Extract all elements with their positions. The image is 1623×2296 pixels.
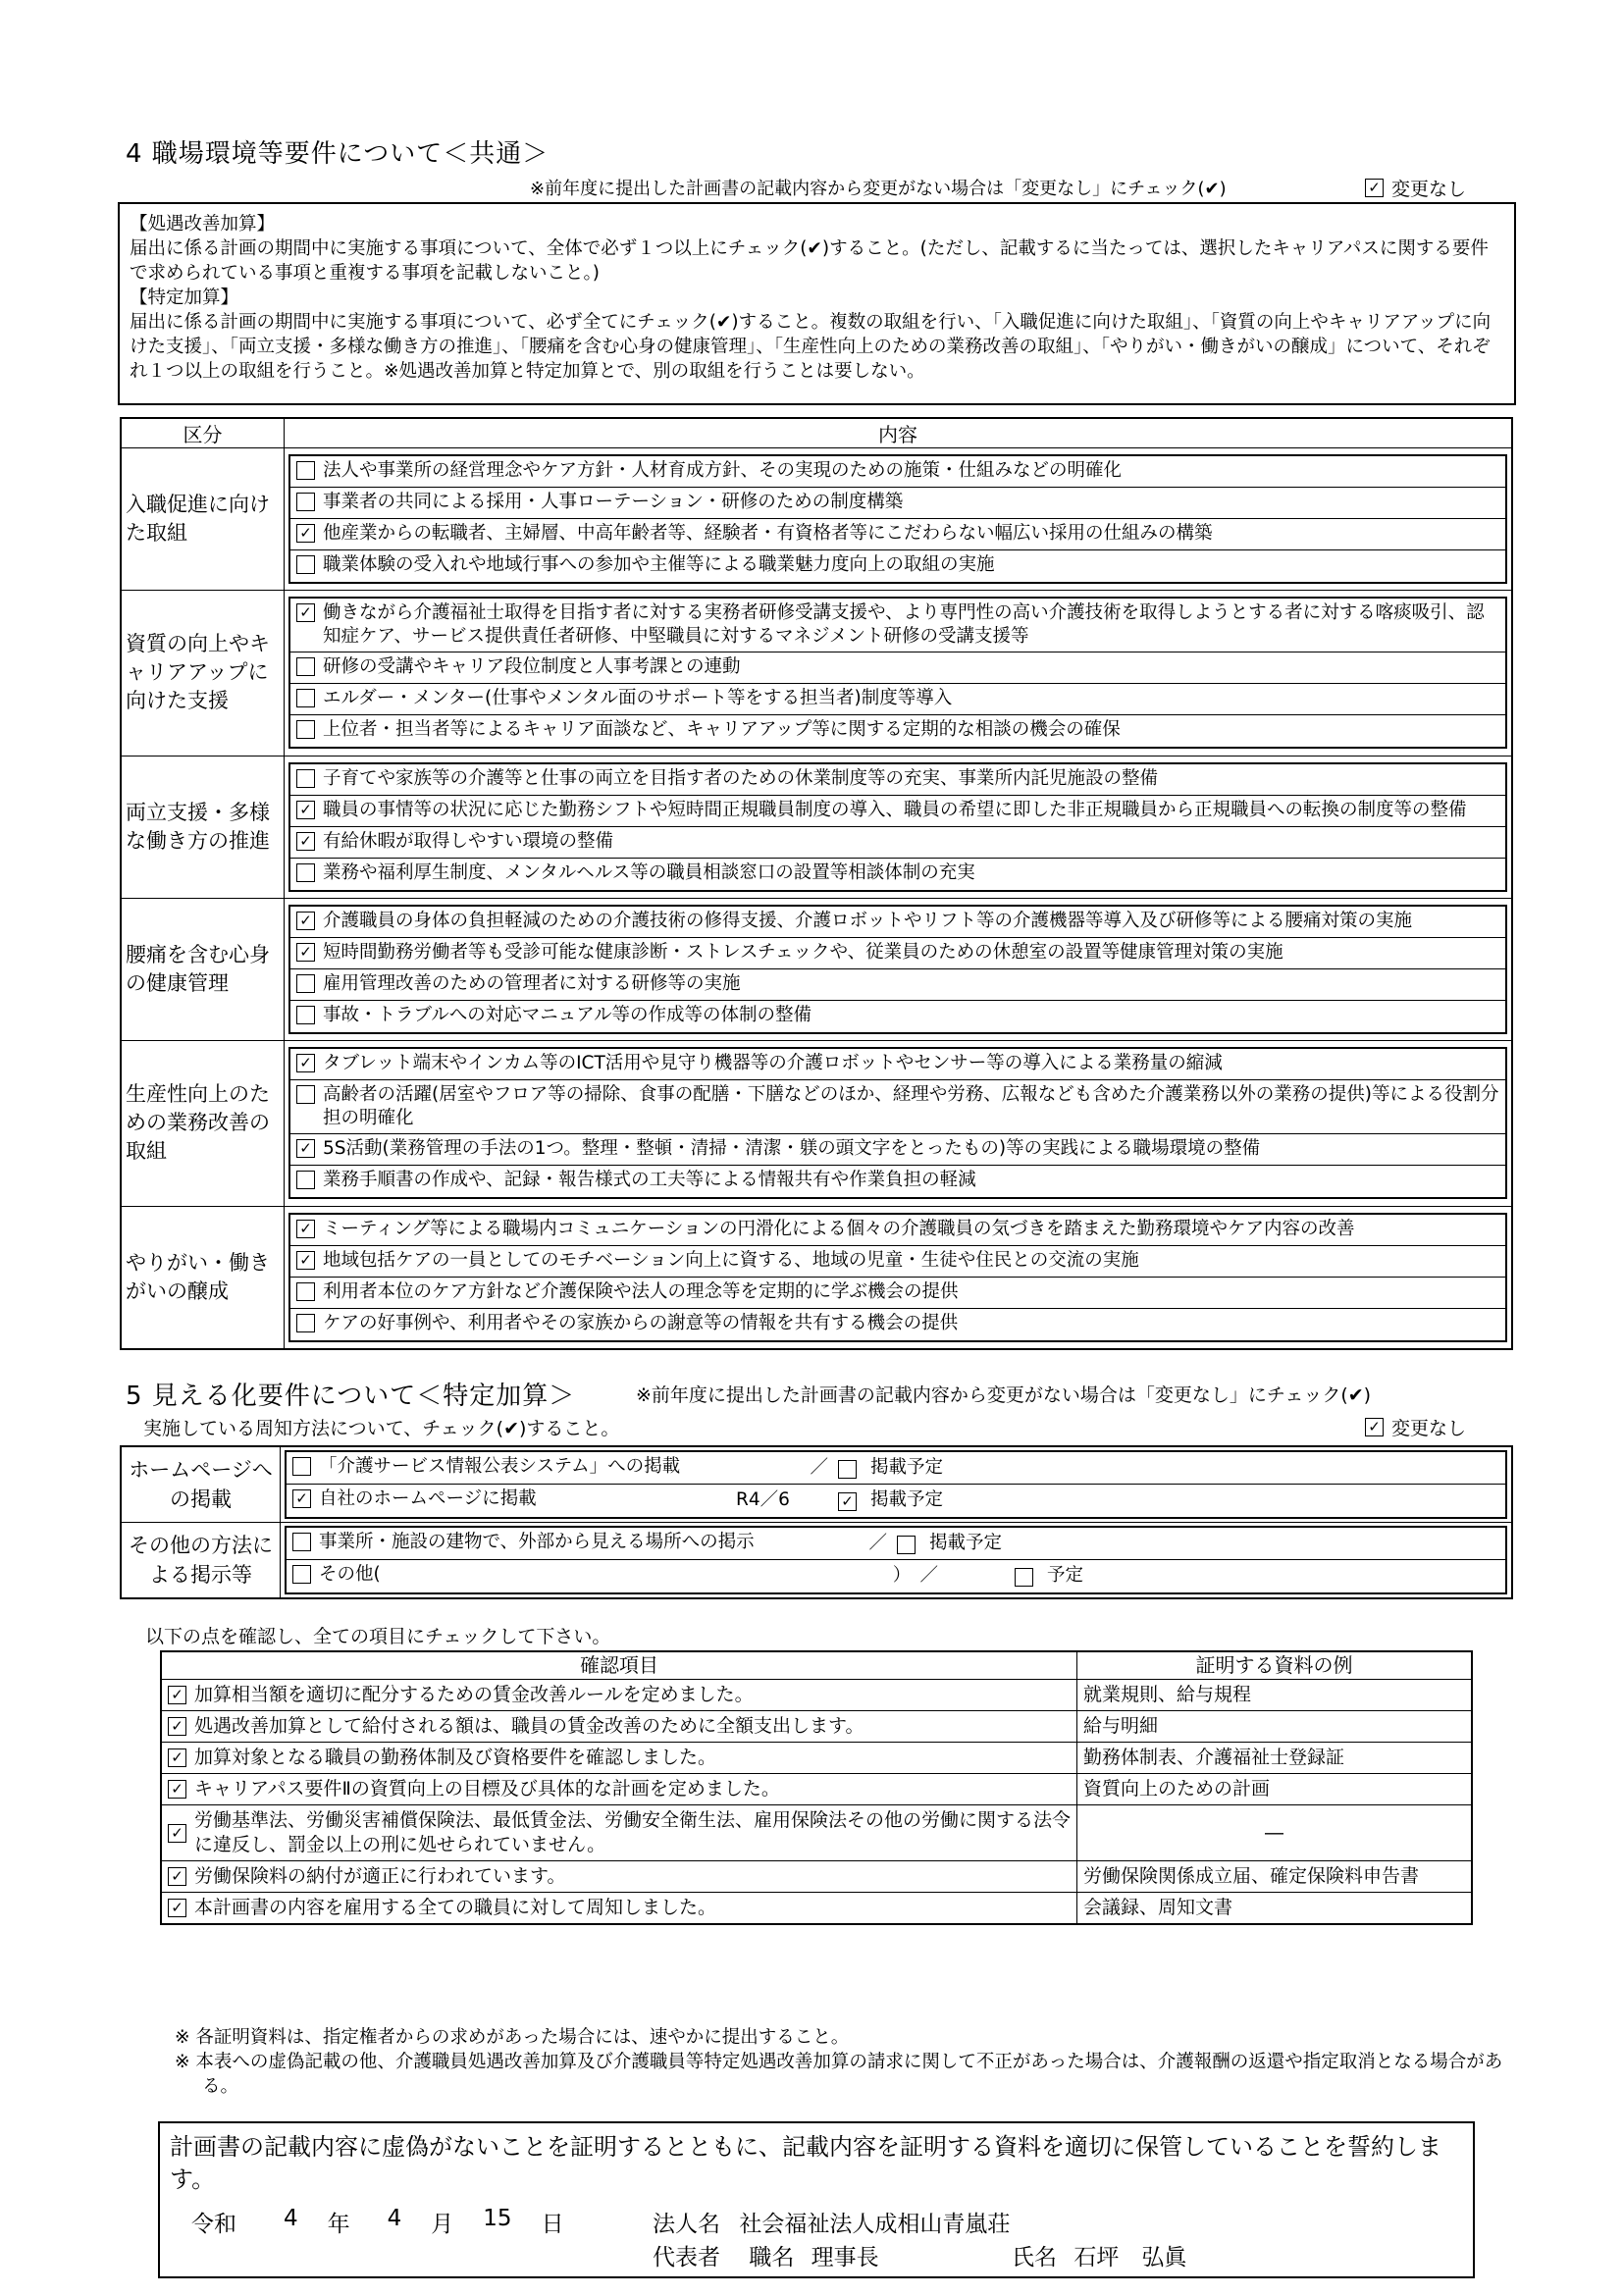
other-category: その他の方法による掲示等 [121, 1523, 281, 1599]
visibility-item[interactable] [287, 1560, 1505, 1592]
plan-label: 掲載予定 [870, 1457, 944, 1478]
slash-separator: ） ／ [892, 1565, 938, 1586]
proof-doc: 会議録、周知文書 [1077, 1893, 1473, 1925]
category-label: 資質の向上やキャリアアップに向けた支援 [121, 590, 285, 756]
visibility-checkbox[interactable] [292, 1533, 311, 1551]
visibility-text: 「介護サービス情報公表システム」への掲載 [319, 1456, 681, 1477]
category-row [121, 898, 1512, 1040]
item-checkbox[interactable] [296, 657, 315, 676]
category-label: 腰痛を含む心身の健康管理 [121, 898, 285, 1040]
item-text: 法人や事業所の経営理念やケア方針・人材育成方針、その実現のための施策・仕組みなどの明確化 [323, 459, 1123, 481]
oath-era: 令和 [191, 2212, 236, 2237]
oath-text: 計画書の記載内容に虚偽がないことを証明するとともに、記載内容を証明する資料を適切に保管していることを誓約します。 [170, 2133, 1441, 2193]
sec5-no-change-label: 変更なし [1391, 1418, 1467, 1439]
confirm-notes [175, 2025, 1509, 2099]
item-checkbox[interactable] [296, 863, 315, 882]
visibility-checkbox[interactable] [292, 1565, 311, 1584]
oath-day-unit: 日 [541, 2212, 564, 2237]
visibility-text: 事業所・施設の建物で、外部から見える場所への掲示 [319, 1532, 755, 1552]
proof-doc: 給与明細 [1077, 1711, 1473, 1743]
item-checkbox[interactable] [296, 1314, 315, 1332]
workplace-requirements-table [120, 417, 1513, 1350]
section4-title: 4 職場環境等要件について＜共通＞ [126, 139, 550, 169]
requirement-item[interactable] [290, 969, 1505, 1001]
item-text: 子育てや家族等の介護等と仕事の両立を目指す者のための休業制度等の充実、事業所内託児施設の整備 [323, 767, 1159, 789]
category-row [121, 1206, 1512, 1349]
requirement-item[interactable] [290, 1215, 1505, 1246]
col-proof-doc: 証明する資料の例 [1077, 1651, 1473, 1680]
category-items [288, 1213, 1507, 1342]
instr-text-1: 届出に係る計画の期間中に実施する事項について、全体で必ず１つ以上にチェック(✔)すること。(ただし、記載するに当たっては、選択したキャリアパスに関する要件で求められている事項と重複する事項を記載しないこと。) [130, 238, 1489, 284]
category-row [121, 756, 1512, 898]
requirement-item[interactable] [290, 519, 1505, 550]
item-text: 介護職員の身体の負担軽減のための介護技術の修得支援、介護ロボットやリフト等の介護機器等導入及び研修等による腰痛対策の実施 [323, 910, 1413, 931]
plan-option[interactable] [1013, 1564, 1083, 1588]
requirement-item[interactable] [290, 456, 1505, 488]
oath-name-value: 石坪 弘眞 [1073, 2245, 1187, 2270]
confirm-row [161, 1711, 1472, 1743]
item-text: 高齢者の活躍(居室やフロア等の掃除、食事の配膳・下膳などのほか、経理や労務、広報なども含めた介護業務以外の業務の提供)等による役割分担の明確化 [323, 1084, 1499, 1129]
oath-year: 4 [284, 2206, 298, 2231]
item-checkbox[interactable] [296, 769, 315, 788]
section5-subtitle: 実施している周知方法について、チェック(✔)すること。 [143, 1418, 620, 1439]
category-items [288, 1047, 1507, 1199]
requirement-item[interactable] [290, 550, 1505, 582]
category-label: やりがい・働きがいの醸成 [121, 1206, 285, 1349]
visibility-item[interactable] [287, 1528, 1505, 1560]
item-text: 事故・トラブルへの対応マニュアル等の作成等の体制の整備 [323, 1004, 812, 1025]
visibility-item[interactable] [287, 1485, 1505, 1517]
oath-box [158, 2121, 1475, 2278]
category-label: 入職促進に向けた取組 [121, 448, 285, 591]
oath-representative [653, 2239, 879, 2271]
item-text: 事業者の共同による採用・人事ローテーション・研修のための制度構築 [323, 491, 904, 512]
plan-label: 掲載予定 [929, 1533, 1003, 1553]
confirm-checkbox[interactable]: ✓ [168, 1748, 186, 1767]
item-text: 5S活動(業務管理の手法の1つ。整理・整頓・清掃・清潔・躾の頭文字をとったもの)等の実践による職場環境の整備 [323, 1138, 1261, 1160]
requirement-item[interactable] [290, 715, 1505, 747]
confirm-text: 処遇改善加算として給付される額は、職員の賃金改善のために全額支出します。 [194, 1715, 864, 1737]
category-row [121, 590, 1512, 756]
item-text: 働きながら介護福祉士取得を目指す者に対する実務者研修受講支援や、より専門性の高い介護技術を取得しようとする者に対する喀痰吸引、認知症ケア、サービス提供責任者研修、中堅職員に対するマネジメント研修の受講支援等 [323, 602, 1485, 648]
oath-name [1012, 2239, 1186, 2271]
item-text: 雇用管理改善のための管理者に対する研修等の実施 [323, 972, 741, 994]
requirement-item[interactable] [290, 1309, 1505, 1340]
confirm-row [161, 1805, 1472, 1861]
oath-year-unit: 年 [327, 2212, 350, 2237]
visibility-checkbox[interactable] [292, 1457, 311, 1476]
section5-no-change[interactable] [1365, 1414, 1466, 1440]
item-checkbox[interactable] [296, 1282, 315, 1301]
requirement-item[interactable] [290, 684, 1505, 715]
confirm-text: 労働保険料の納付が適正に行われています。 [194, 1865, 566, 1887]
item-checkbox[interactable]: ✓ [296, 524, 315, 543]
item-text: 短時間勤務労働者等も受診可能な健康診断・ストレスチェックや、従業員のための休憩室の設置等健康管理対策の実施 [323, 941, 1283, 963]
item-text: 職員の事情等の状況に応じた勤務シフトや短時間正規職員制度の導入、職員の希望に即した非正規職員から正規職員への転換の制度等の整備 [323, 799, 1467, 820]
item-checkbox[interactable]: ✓ [296, 1251, 315, 1270]
oath-title-label: 職名 [749, 2245, 795, 2270]
item-text: 上位者・担当者等によるキャリア面談など、キャリアアップ等に関する定期的な相談の機会の確保 [323, 719, 1121, 741]
confirmation-table [160, 1650, 1473, 1925]
item-checkbox[interactable] [296, 555, 315, 574]
item-checkbox[interactable] [296, 461, 315, 480]
oath-corp-name: 社会福祉法人成相山青嵐荘 [739, 2212, 1011, 2237]
requirement-item[interactable] [290, 599, 1505, 652]
plan-checkbox[interactable] [1015, 1568, 1033, 1587]
plan-checkbox[interactable] [838, 1460, 857, 1479]
item-text: ケアの好事例や、利用者やその家族からの謝意等の情報を共有する機会の提供 [323, 1312, 959, 1333]
oath-name-label: 氏名 [1012, 2245, 1057, 2270]
confirm-checkbox[interactable]: ✓ [168, 1686, 186, 1704]
plan-option[interactable] [836, 1456, 943, 1480]
confirm-text: キャリアパス要件Ⅱの資質向上の目標及び具体的な計画を定めました。 [194, 1778, 780, 1800]
visibility-text: その他( [319, 1564, 381, 1585]
plan-option[interactable] [895, 1532, 1002, 1555]
section4-no-change[interactable] [1365, 175, 1466, 201]
oath-rep-label: 代表者 [653, 2245, 720, 2270]
proof-doc: 労働保険関係成立届、確定保険料申告書 [1077, 1861, 1473, 1893]
confirm-row [161, 1861, 1472, 1893]
item-checkbox[interactable]: ✓ [296, 1054, 315, 1072]
requirement-item[interactable] [290, 907, 1505, 938]
requirement-item[interactable] [290, 1080, 1505, 1134]
plan-checkbox[interactable] [897, 1536, 916, 1554]
category-items [288, 597, 1507, 749]
section5-title: 5 見える化要件について＜特定加算＞ [126, 1382, 576, 1411]
item-text: 研修の受講やキャリア段位制度と人事考課との連動 [323, 656, 741, 678]
item-text: ミーティング等による職場内コミュニケーションの円滑化による個々の介護職員の気づきを踏まえた勤務環境やケア内容の改善 [323, 1218, 1355, 1239]
slash-separator: ／ [810, 1457, 828, 1478]
plan-label: 予定 [1047, 1565, 1084, 1586]
section4-no-change-note: ※前年度に提出した計画書の記載内容から変更がない場合は「変更なし」にチェック(✔) [530, 179, 1227, 199]
requirement-item[interactable] [290, 1001, 1505, 1032]
item-checkbox[interactable] [296, 1085, 315, 1104]
confirm-checkbox[interactable]: ✓ [168, 1824, 186, 1843]
item-checkbox[interactable]: ✓ [296, 1139, 315, 1158]
requirement-item[interactable] [290, 1049, 1505, 1080]
confirm-text: 労働基準法、労働災害補償保険法、最低賃金法、労働安全衛生法、雇用保険法その他の労働に関する法令に違反し、罰金以上の刑に処せられていません。 [194, 1809, 1072, 1855]
confirm-intro: 以下の点を確認し、全ての項目にチェックして下さい。 [145, 1626, 611, 1647]
oath-corp [653, 2206, 1010, 2238]
section5-no-change-note: ※前年度に提出した計画書の記載内容から変更がない場合は「変更なし」にチェック(✔) [636, 1384, 1372, 1406]
oath-date [191, 2206, 564, 2238]
category-row [121, 448, 1512, 591]
requirement-item[interactable] [290, 827, 1505, 859]
requirement-item[interactable] [290, 652, 1505, 684]
oath-day: 15 [483, 2206, 512, 2231]
oath-month: 4 [387, 2206, 402, 2231]
item-text: 地域包括ケアの一員としてのモチベーション向上に資する、地域の児童・生徒や住民との交流の実施 [323, 1249, 1139, 1271]
requirement-item[interactable] [290, 1166, 1505, 1197]
category-row [121, 1040, 1512, 1206]
item-text: 有給休暇が取得しやすい環境の整備 [323, 830, 614, 852]
confirm-note-1: ※ 各証明資料は、指定権者からの求めがあった場合には、速やかに提出すること。 [175, 2027, 850, 2048]
instr-text-2: 届出に係る計画の期間中に実施する事項について、必ず全てにチェック(✔)すること。複数の取組を行い、「入職促進に向けた取組」、「資質の向上やキャリアアップに向けた支援」、「両立支援・多様な働き方の推進」、「腰痛を含む心身の健康管理」、「生産性向上のための業務改善の取組」、「やりがい・働きがいの醸成」について、それぞれ１つ以上の取組を行うこと。※処遇改善加算と特定加算とで、別の取組を行うことは要しない。 [130, 312, 1492, 382]
instruction-box [118, 202, 1516, 405]
plan-option[interactable] [836, 1488, 943, 1512]
slash-separator: ／ [868, 1533, 887, 1553]
plan-checkbox[interactable]: ✓ [838, 1492, 857, 1511]
item-checkbox[interactable] [296, 493, 315, 511]
visibility-table [120, 1445, 1513, 1599]
plan-label: 掲載予定 [870, 1489, 944, 1510]
oath-corp-label: 法人名 [653, 2212, 720, 2237]
confirm-row [161, 1774, 1472, 1805]
instr-heading-1: 【処遇改善加算】 [130, 214, 276, 235]
category-items [288, 762, 1507, 892]
instr-heading-2: 【特定加算】 [130, 287, 239, 308]
col-category: 区分 [121, 418, 285, 448]
confirm-row [161, 1893, 1472, 1925]
confirm-row [161, 1680, 1472, 1711]
proof-doc: 就業規則、給与規程 [1077, 1680, 1473, 1711]
requirement-item[interactable] [290, 1246, 1505, 1278]
confirm-text: 加算対象となる職員の勤務体制及び資格要件を確認しました。 [194, 1747, 717, 1768]
requirement-item[interactable] [290, 488, 1505, 519]
item-checkbox[interactable] [296, 974, 315, 993]
visibility-text: 自社のホームページに掲載 [319, 1488, 537, 1509]
item-text: 業務や福利厚生制度、メンタルヘルス等の職員相談窓口の設置等相談体制の充実 [323, 861, 975, 883]
confirm-checkbox[interactable]: ✓ [168, 1899, 186, 1917]
item-text: 職業体験の受入れや地域行事への参加や主催等による職業魅力度向上の取組の実施 [323, 553, 995, 575]
confirm-text: 本計画書の内容を雇用する全ての職員に対して周知しました。 [194, 1897, 717, 1918]
item-checkbox[interactable] [296, 1171, 315, 1189]
confirm-checkbox[interactable]: ✓ [168, 1867, 186, 1886]
confirm-row [161, 1743, 1472, 1774]
confirm-checkbox[interactable]: ✓ [168, 1780, 186, 1799]
category-items [288, 905, 1507, 1034]
item-checkbox[interactable]: ✓ [296, 801, 315, 819]
item-checkbox[interactable]: ✓ [296, 603, 315, 622]
sec5-no-change-checkbox[interactable]: ✓ [1365, 1418, 1384, 1436]
col-confirm-item: 確認項目 [161, 1651, 1077, 1680]
category-label: 生産性向上のための業務改善の取組 [121, 1040, 285, 1206]
item-text: 利用者本位のケア方針など介護保険や法人の理念等を定期的に学ぶ機会の提供 [323, 1280, 959, 1302]
item-checkbox[interactable]: ✓ [296, 832, 315, 851]
item-checkbox[interactable] [296, 689, 315, 707]
requirement-item[interactable] [290, 938, 1505, 969]
col-content: 内容 [285, 418, 1513, 448]
proof-doc: 資質向上のための計画 [1077, 1774, 1473, 1805]
proof-doc: 勤務体制表、介護福祉士登録証 [1077, 1743, 1473, 1774]
proof-doc: ― [1077, 1805, 1473, 1861]
homepage-category: ホームページへの掲載 [121, 1446, 281, 1523]
requirement-item[interactable] [290, 1134, 1505, 1166]
item-checkbox[interactable] [296, 720, 315, 739]
item-checkbox[interactable] [296, 1006, 315, 1024]
requirement-item[interactable] [290, 859, 1505, 890]
item-checkbox[interactable]: ✓ [296, 912, 315, 930]
item-checkbox[interactable]: ✓ [296, 943, 315, 962]
no-change-checkbox[interactable]: ✓ [1365, 179, 1384, 197]
other-rows [285, 1526, 1507, 1594]
publish-date: R4／6 [736, 1489, 790, 1510]
oath-title-value: 理事長 [811, 2245, 879, 2270]
confirm-checkbox[interactable]: ✓ [168, 1717, 186, 1736]
visibility-checkbox[interactable]: ✓ [292, 1489, 311, 1508]
item-text: 他産業からの転職者、主婦層、中高年齢者等、経験者・有資格者等にこだわらない幅広い採用の仕組みの構築 [323, 522, 1213, 544]
category-label: 両立支援・多様な働き方の推進 [121, 756, 285, 898]
confirm-text: 加算相当額を適切に配分するための賃金改善ルールを定めました。 [194, 1684, 754, 1705]
item-checkbox[interactable]: ✓ [296, 1220, 315, 1238]
requirement-item[interactable] [290, 796, 1505, 827]
requirement-item[interactable] [290, 764, 1505, 796]
item-text: タブレット端末やインカム等のICT活用や見守り機器等の介護ロボットやセンサー等の導入による業務量の縮減 [323, 1053, 1223, 1074]
homepage-rows [285, 1450, 1507, 1519]
item-text: エルダー・メンター(仕事やメンタル面のサポート等をする担当者)制度等導入 [323, 688, 953, 709]
confirm-note-2: ※ 本表への虚偽記載の他、介護職員処遇改善加算及び介護職員等特定処遇改善加算の請求に関して不正があった場合は、介護報酬の返還や指定取消となる場合がある。 [175, 2052, 1503, 2097]
requirement-item[interactable] [290, 1278, 1505, 1309]
oath-month-unit: 月 [431, 2212, 454, 2237]
no-change-label: 変更なし [1391, 179, 1467, 200]
category-items [288, 454, 1507, 584]
visibility-item[interactable] [287, 1452, 1505, 1485]
item-text: 業務手順書の作成や、記録・報告様式の工夫等による情報共有や作業負担の軽減 [323, 1170, 976, 1191]
